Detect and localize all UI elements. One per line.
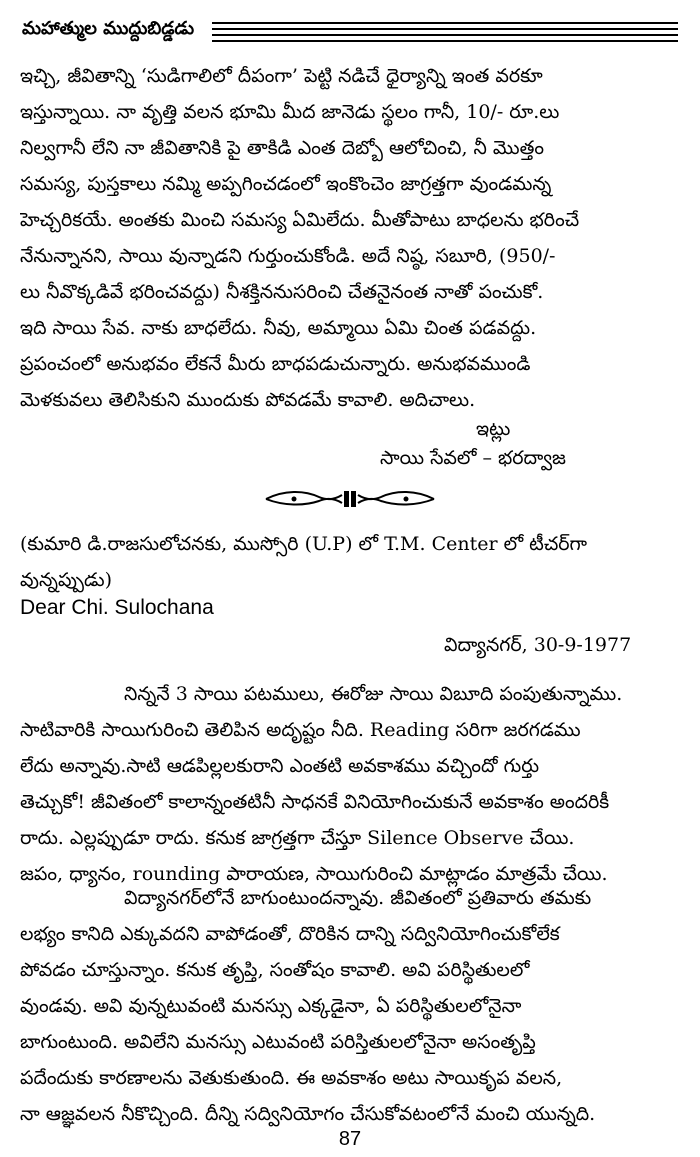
text-line: జపం, ధ్యానం, rounding పారాయణ, సాయిగురించి మాట్లాడం మాత్రమే చేయి. <box>20 863 608 885</box>
header-rule <box>212 22 678 24</box>
text-line: ఇచ్చి, జీవితాన్ని ‘సుడిగాలిలో దీపంగా’ పెట్టి నడిచే ధైర్యాన్ని ఇంత వరకూ <box>20 65 543 87</box>
text-line: లేదు అన్నావు.సాటి ఆడపిల్లలకురాని ఎంతటి అవకాశము వచ్చిందో గుర్తు <box>20 755 540 777</box>
text-line: (కుమారి డి.రాజసులోచనకు, ముస్సోరి (U.P) లో T.M. Center లో టీచర్‌గా <box>20 533 588 555</box>
letter2-paragraph-1 <box>20 676 680 892</box>
text-line: నిల్వగానీ లేని నా జీవితానికి పై తాకిడి ఎంత దెబ్బో ఆలోచించి, నీ మొత్తం <box>20 137 544 159</box>
header-rules <box>212 22 678 46</box>
text-line: పదేందుకు కారణాలను వెతుకుతుంది. ఈ అవకాశం అటు సాయికృప వలన, <box>20 1067 563 1089</box>
ornament-divider <box>264 486 436 512</box>
header-rule <box>212 34 678 36</box>
letter-salutation: Dear Chi. Sulochana <box>20 596 214 619</box>
text-line: లు నీవొక్కడివే భరించవద్దు) నీశక్తిననుసరించి చేతనైనంత నాతో పంచుకో. <box>20 281 544 303</box>
text-line: పోవడం చూస్తున్నాం. కనుక తృప్తి, సంతోషం కావాలి. అవి పరిస్థితులలో <box>20 959 530 981</box>
page-number: 87 <box>338 1128 362 1150</box>
text-line: బాగుంటుంది. అవిలేని మనస్సు ఎటువంటి పరిస్తితులలోనైనా అసంతృప్తి <box>20 1031 536 1053</box>
text-line: ఇది సాయి సేవ. నాకు బాధలేదు. నీవు, అమ్మాయి ఏమి చింత పడవద్దు. <box>20 317 537 339</box>
text-line: నా ఆజ్ఞవలన నీకొచ్చింది. దీన్ని సద్వినియోగం చేసుకోవటంలోనే మంచి యున్నది. <box>20 1103 596 1125</box>
header-rule <box>212 40 678 42</box>
text-line: సమస్య, పుస్తకాలు నమ్మి అప్పగించడంలో ఇంకొంచెం జాగ్రత్తగా వుండమన్న <box>20 173 552 195</box>
letter-place-date: విద్యానగర్, 30-9-1977 <box>444 634 632 656</box>
running-title: మహాత్ముల ముద్దుబిడ్డడు <box>22 18 195 39</box>
letter1-body <box>20 58 680 418</box>
letter2-paragraph-2 <box>20 880 680 1132</box>
text-line: ఇస్తున్నాయి. నా వృత్తి వలన భూమి మీద జానెడు స్థలం గానీ, 10/- రూ.లు <box>20 101 560 123</box>
text-line: నేనున్నానని, సాయి వున్నాడని గుర్తుంచుకోండి. అదే నిష్ఠ, సబూరి, (950/- <box>20 245 556 267</box>
letter2-context <box>20 526 680 598</box>
text-line: ప్రపంచంలో అనుభవం లేకనే మీరు బాధపడుచున్నారు. అనుభవముండి <box>20 353 531 375</box>
text-line: వున్నప్పుడు) <box>20 569 113 591</box>
letter-signature: సాయి సేవలో – భరద్వాజ <box>380 447 566 469</box>
text-line: వుండవు. అవి వున్నటువంటి మనస్సు ఎక్కడైనా, ఏ పరిస్థితులలోనైనా <box>20 995 522 1017</box>
text-line: నిన్ననే 3 సాయి పటములు, ఈరోజు సాయి విబూది పంపుతున్నాము. <box>124 683 623 705</box>
text-line: మెళకువలు తెలిసికుని ముందుకు పోవడమే కావాలి. అదిచాలు. <box>20 389 476 411</box>
text-line: లభ్యం కానిది ఎక్కువదని వాపోడంతో, దొరికిన దాన్ని సద్వినియోగించుకోలేక <box>20 923 560 945</box>
text-line: రాదు. ఎల్లప్పుడూ రాదు. కనుక జాగ్రత్తగా చేస్తూ Silence Observe చేయి. <box>20 827 575 849</box>
text-line: హెచ్చరికయే. అంతకు మించి సమస్య ఏమిలేదు. మీతోపాటు బాధలను భరించే <box>20 209 580 231</box>
header-rule <box>212 28 678 30</box>
text-line: విద్యానగర్‌లోనే బాగుంటుందన్నావు. జీవితంలో ప్రతివారు తమకు <box>124 887 592 909</box>
text-line: తెచ్చుకో! జీవితంలో కాలాన్నంతటినీ సాధనకే వినియోగించుకునే అవకాశం అందరికీ <box>20 791 610 813</box>
text-line: సాటివారికి సాయిగురించి తెలిపిన అదృష్టం నీది. Reading సరిగా జరగడము <box>20 719 581 741</box>
letter-closing: ఇట్లు <box>476 418 511 440</box>
